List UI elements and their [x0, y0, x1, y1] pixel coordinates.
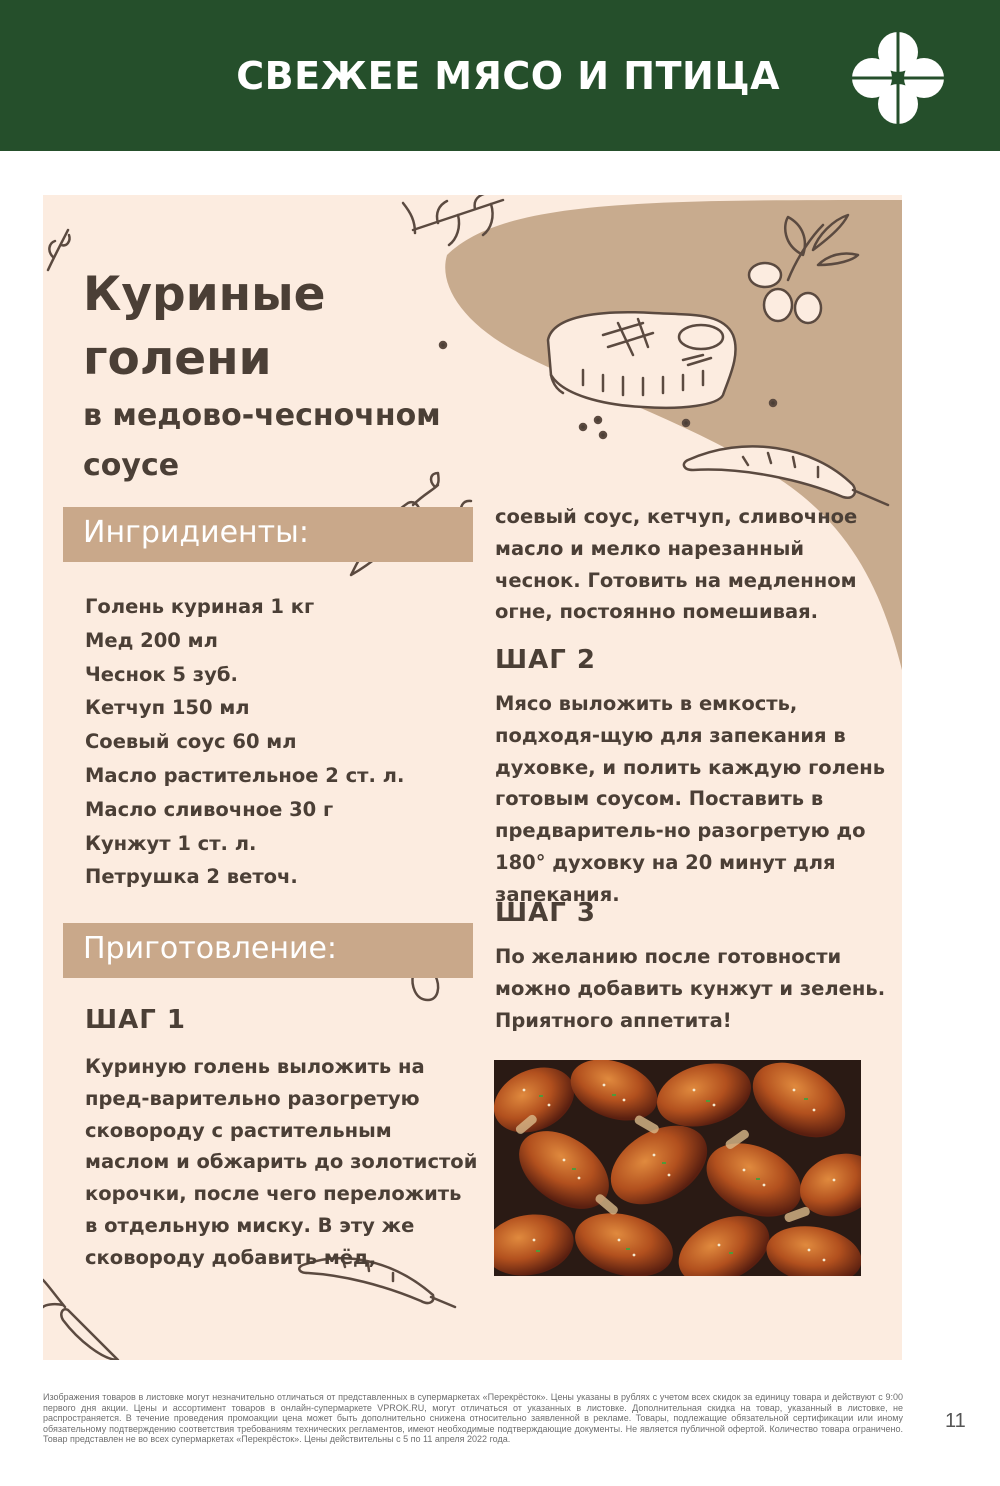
clover-logo-icon: [850, 30, 946, 126]
recipe-card: [43, 195, 902, 1360]
ingredient-item: Кунжут 1 ст. л.: [85, 831, 257, 855]
ingredient-item: Соевый соус 60 мл: [85, 730, 297, 754]
step-1-title: ШАГ 1: [85, 1005, 186, 1035]
steak-icon: [548, 312, 736, 408]
recipe-title-line1: Куриные: [83, 267, 326, 322]
ingredient-item: Масло сливочное 30 г: [85, 797, 334, 821]
recipe-title: [83, 263, 443, 391]
leaf-sprig-icon: [48, 230, 70, 270]
step-3-text: По желанию после готовности можно добавить кунжут и зелень. Приятного аппетита!: [495, 945, 886, 1032]
ingredients-list: [85, 590, 485, 894]
carrot-bottom-icon: [43, 1280, 118, 1360]
preparation-heading-bar: [63, 923, 473, 978]
step-2-text: Мясо выложить в емкость, подходя-щую для запекания в духовке, и полить каждую голень готовым соусом. Поставить в предваритель-но разогретую до 180° духовку на 20 минут для запекания.: [495, 692, 886, 906]
ingredient-item: Кетчуп 150 мл: [85, 696, 250, 720]
olives-icon: [749, 215, 858, 323]
ingredient-item: Чеснок 5 зуб.: [85, 662, 238, 686]
recipe-title-line2: голени: [83, 331, 272, 386]
herb-sprig-icon: [403, 195, 503, 245]
step-2-title: ШАГ 2: [495, 645, 596, 675]
step-3-title: ШАГ 3: [495, 898, 596, 928]
ingredient-item: Мед 200 мл: [85, 628, 218, 652]
ingredient-item: Голень куриная 1 кг: [85, 595, 315, 618]
legal-disclaimer: Изображения товаров в листовке могут незначительно отличаться от представленных в супермаркетах «Перекрёсток». Цены указаны в рублях с учетом всех скидок за единицу товара и действуют с 9:00 первого дня акции. Цены и ассортимент товаров в онлайн-супермаркете VPROK.RU, могут отличаться от указанных в листовке. Дополнительная скидка на товар, указанный в листовке, не распространяется. В течение проведения промоакции цена может быть дополнительно снижена относительно заявленной в рекламе. Товары, подлежащие обязательной сертификации или иному обязательному подтверждению соответствия требованиям технических регламентов, имеют необходимые подтверждающие документы. Не является публичной офертой. Количество товара ограничено. Товар представлен не во всех супермаркетах «Перекрёсток». Цены действительны с 5 по 11 апреля 2022 года.: [43, 1392, 903, 1445]
header-title: СВЕЖЕЕ МЯСО И ПТИЦА: [236, 54, 780, 98]
header-bar: [0, 0, 1000, 151]
ingredients-heading: Ингридиенты:: [83, 515, 309, 550]
ingredient-item: Масло растительное 2 ст. л.: [85, 763, 405, 787]
ingredient-item: Петрушка 2 веточ.: [85, 865, 298, 889]
page-number: 11: [945, 1410, 966, 1432]
pepper-icon: [684, 446, 888, 505]
ingredients-heading-bar: [63, 507, 473, 562]
step-1-text: Куриную голень выложить на пред-варительно разогретую сковороду с растительным маслом и обжарить до золотистой корочки, после чего переложить в отдельную миску. В эту же сковороду добавить мёд,: [85, 1055, 478, 1269]
glazed-chicken-drumsticks-photo: [494, 1060, 861, 1276]
preparation-heading: Приготовление:: [83, 931, 338, 966]
recipe-subtitle: в медово-чесночном соусе: [83, 398, 441, 483]
step-1-text-continued: соевый соус, кетчуп, сливочное масло и мелко нарезанный чеснок. Готовить на медленном огне, постоянно помешивая.: [495, 505, 858, 624]
